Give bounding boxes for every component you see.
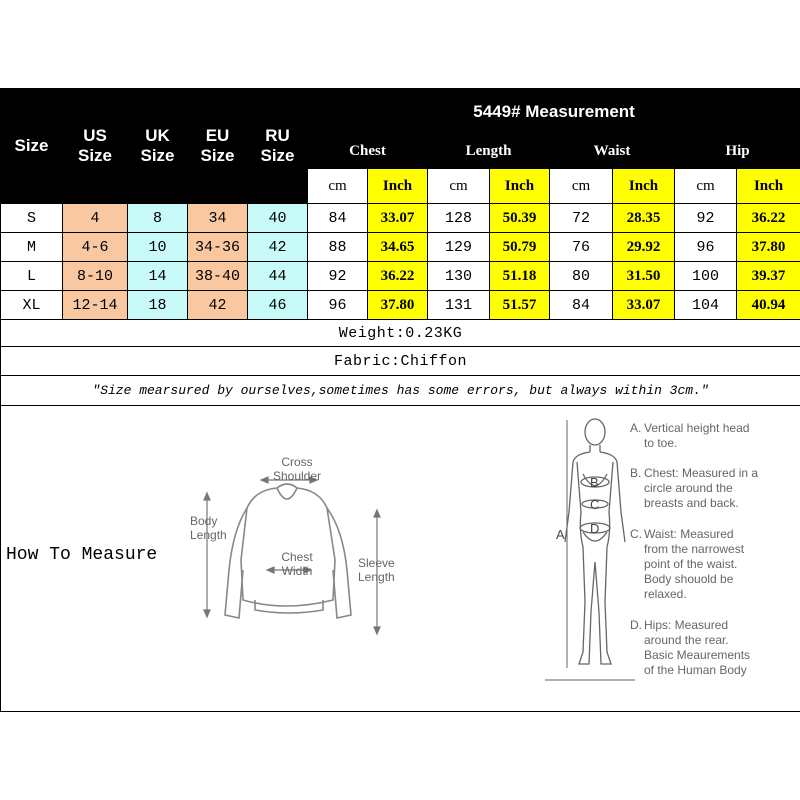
size-cell: S (1, 204, 63, 233)
waist-inch-cell: 29.92 (613, 233, 675, 262)
body-point-d: D (590, 521, 600, 536)
hip-cm-cell: 92 (675, 204, 737, 233)
length-inch-cell: 50.39 (490, 204, 550, 233)
waist-cm-cell: 84 (550, 291, 613, 320)
header-us-size: US Size (63, 89, 128, 204)
eu-size-cell: 34-36 (188, 233, 248, 262)
size-cell: XL (1, 291, 63, 320)
ru-size-cell: 46 (248, 291, 308, 320)
length-inch-cell: 50.79 (490, 233, 550, 262)
uk-size-cell: 10 (128, 233, 188, 262)
hip-cm-cell: 96 (675, 233, 737, 262)
hip-cm-cell: 100 (675, 262, 737, 291)
size-cell: M (1, 233, 63, 262)
unit-cm: cm (308, 169, 368, 204)
us-size-cell: 4 (63, 204, 128, 233)
ru-size-cell: 42 (248, 233, 308, 262)
unit-inch: Inch (368, 169, 428, 204)
how-to-measure-label: How To Measure (6, 545, 158, 565)
unit-inch: Inch (490, 169, 550, 204)
label-cross-shoulder: Cross Shoulder (272, 455, 322, 483)
hip-inch-cell: 36.22 (737, 204, 800, 233)
uk-size-cell: 14 (128, 262, 188, 291)
weight-info: Weight:0.23KG (1, 320, 800, 347)
header-size: Size (1, 89, 63, 204)
chest-inch-cell: 37.80 (368, 291, 428, 320)
waist-cm-cell: 76 (550, 233, 613, 262)
body-point-a: A (556, 527, 565, 542)
header-ru-size: RU Size (248, 89, 308, 204)
us-size-cell: 12-14 (63, 291, 128, 320)
body-point-b: B (590, 475, 599, 490)
uk-size-cell: 8 (128, 204, 188, 233)
legend-item-a: A. Vertical height head to toe. (630, 421, 750, 450)
legend-item-d: D. Hips: Measured around the rear. Basic Meaurements of the Human Body (630, 618, 751, 677)
group-waist: Waist (550, 135, 675, 169)
table-row (1, 262, 800, 291)
chest-inch-cell: 36.22 (368, 262, 428, 291)
waist-cm-cell: 72 (550, 204, 613, 233)
waist-inch-cell: 28.35 (613, 204, 675, 233)
length-cm-cell: 131 (428, 291, 490, 320)
waist-cm-cell: 80 (550, 262, 613, 291)
length-inch-cell: 51.18 (490, 262, 550, 291)
unit-inch: Inch (613, 169, 675, 204)
measurement-title: 5449# Measurement (308, 89, 800, 135)
length-cm-cell: 128 (428, 204, 490, 233)
unit-cm: cm (675, 169, 737, 204)
legend-item-c: C. Waist: Measured from the narrowest point of the waist. Body shouold be relaxed. (630, 527, 745, 601)
hip-cm-cell: 104 (675, 291, 737, 320)
label-chest-width: Chest Width (281, 550, 313, 578)
unit-cm: cm (550, 169, 613, 204)
label-sleeve-length: Sleeve Length (358, 556, 395, 584)
length-inch-cell: 51.57 (490, 291, 550, 320)
hip-inch-cell: 37.80 (737, 233, 800, 262)
us-size-cell: 4-6 (63, 233, 128, 262)
waist-inch-cell: 31.50 (613, 262, 675, 291)
hip-inch-cell: 39.37 (737, 262, 800, 291)
fabric-info: Fabric:Chiffon (1, 347, 800, 376)
ru-size-cell: 44 (248, 262, 308, 291)
table-row (1, 291, 800, 320)
legend-item-b: B. Chest: Measured in a circle around the breasts and back. (630, 466, 759, 510)
table-row (1, 204, 800, 233)
chest-cm-cell: 96 (308, 291, 368, 320)
eu-size-cell: 38-40 (188, 262, 248, 291)
measurement-note: "Size mearsured by ourselves,sometimes has some errors, but always within 3cm." (1, 376, 800, 406)
chest-cm-cell: 84 (308, 204, 368, 233)
body-point-c: C (590, 497, 600, 512)
table-row (1, 233, 800, 262)
hip-inch-cell: 40.94 (737, 291, 800, 320)
length-cm-cell: 129 (428, 233, 490, 262)
size-cell: L (1, 262, 63, 291)
us-size-cell: 8-10 (63, 262, 128, 291)
eu-size-cell: 42 (188, 291, 248, 320)
label-body-length: Body Length (190, 514, 227, 542)
uk-size-cell: 18 (128, 291, 188, 320)
header-uk-size: UK Size (128, 89, 188, 204)
chest-cm-cell: 88 (308, 233, 368, 262)
ru-size-cell: 40 (248, 204, 308, 233)
unit-inch: Inch (737, 169, 800, 204)
body-diagram (545, 412, 635, 684)
waist-inch-cell: 33.07 (613, 291, 675, 320)
chest-inch-cell: 33.07 (368, 204, 428, 233)
group-hip: Hip (675, 135, 800, 169)
eu-size-cell: 34 (188, 204, 248, 233)
header-eu-size: EU Size (188, 89, 248, 204)
group-chest: Chest (308, 135, 428, 169)
unit-cm: cm (428, 169, 490, 204)
group-length: Length (428, 135, 550, 169)
chest-cm-cell: 92 (308, 262, 368, 291)
length-cm-cell: 130 (428, 262, 490, 291)
chest-inch-cell: 34.65 (368, 233, 428, 262)
